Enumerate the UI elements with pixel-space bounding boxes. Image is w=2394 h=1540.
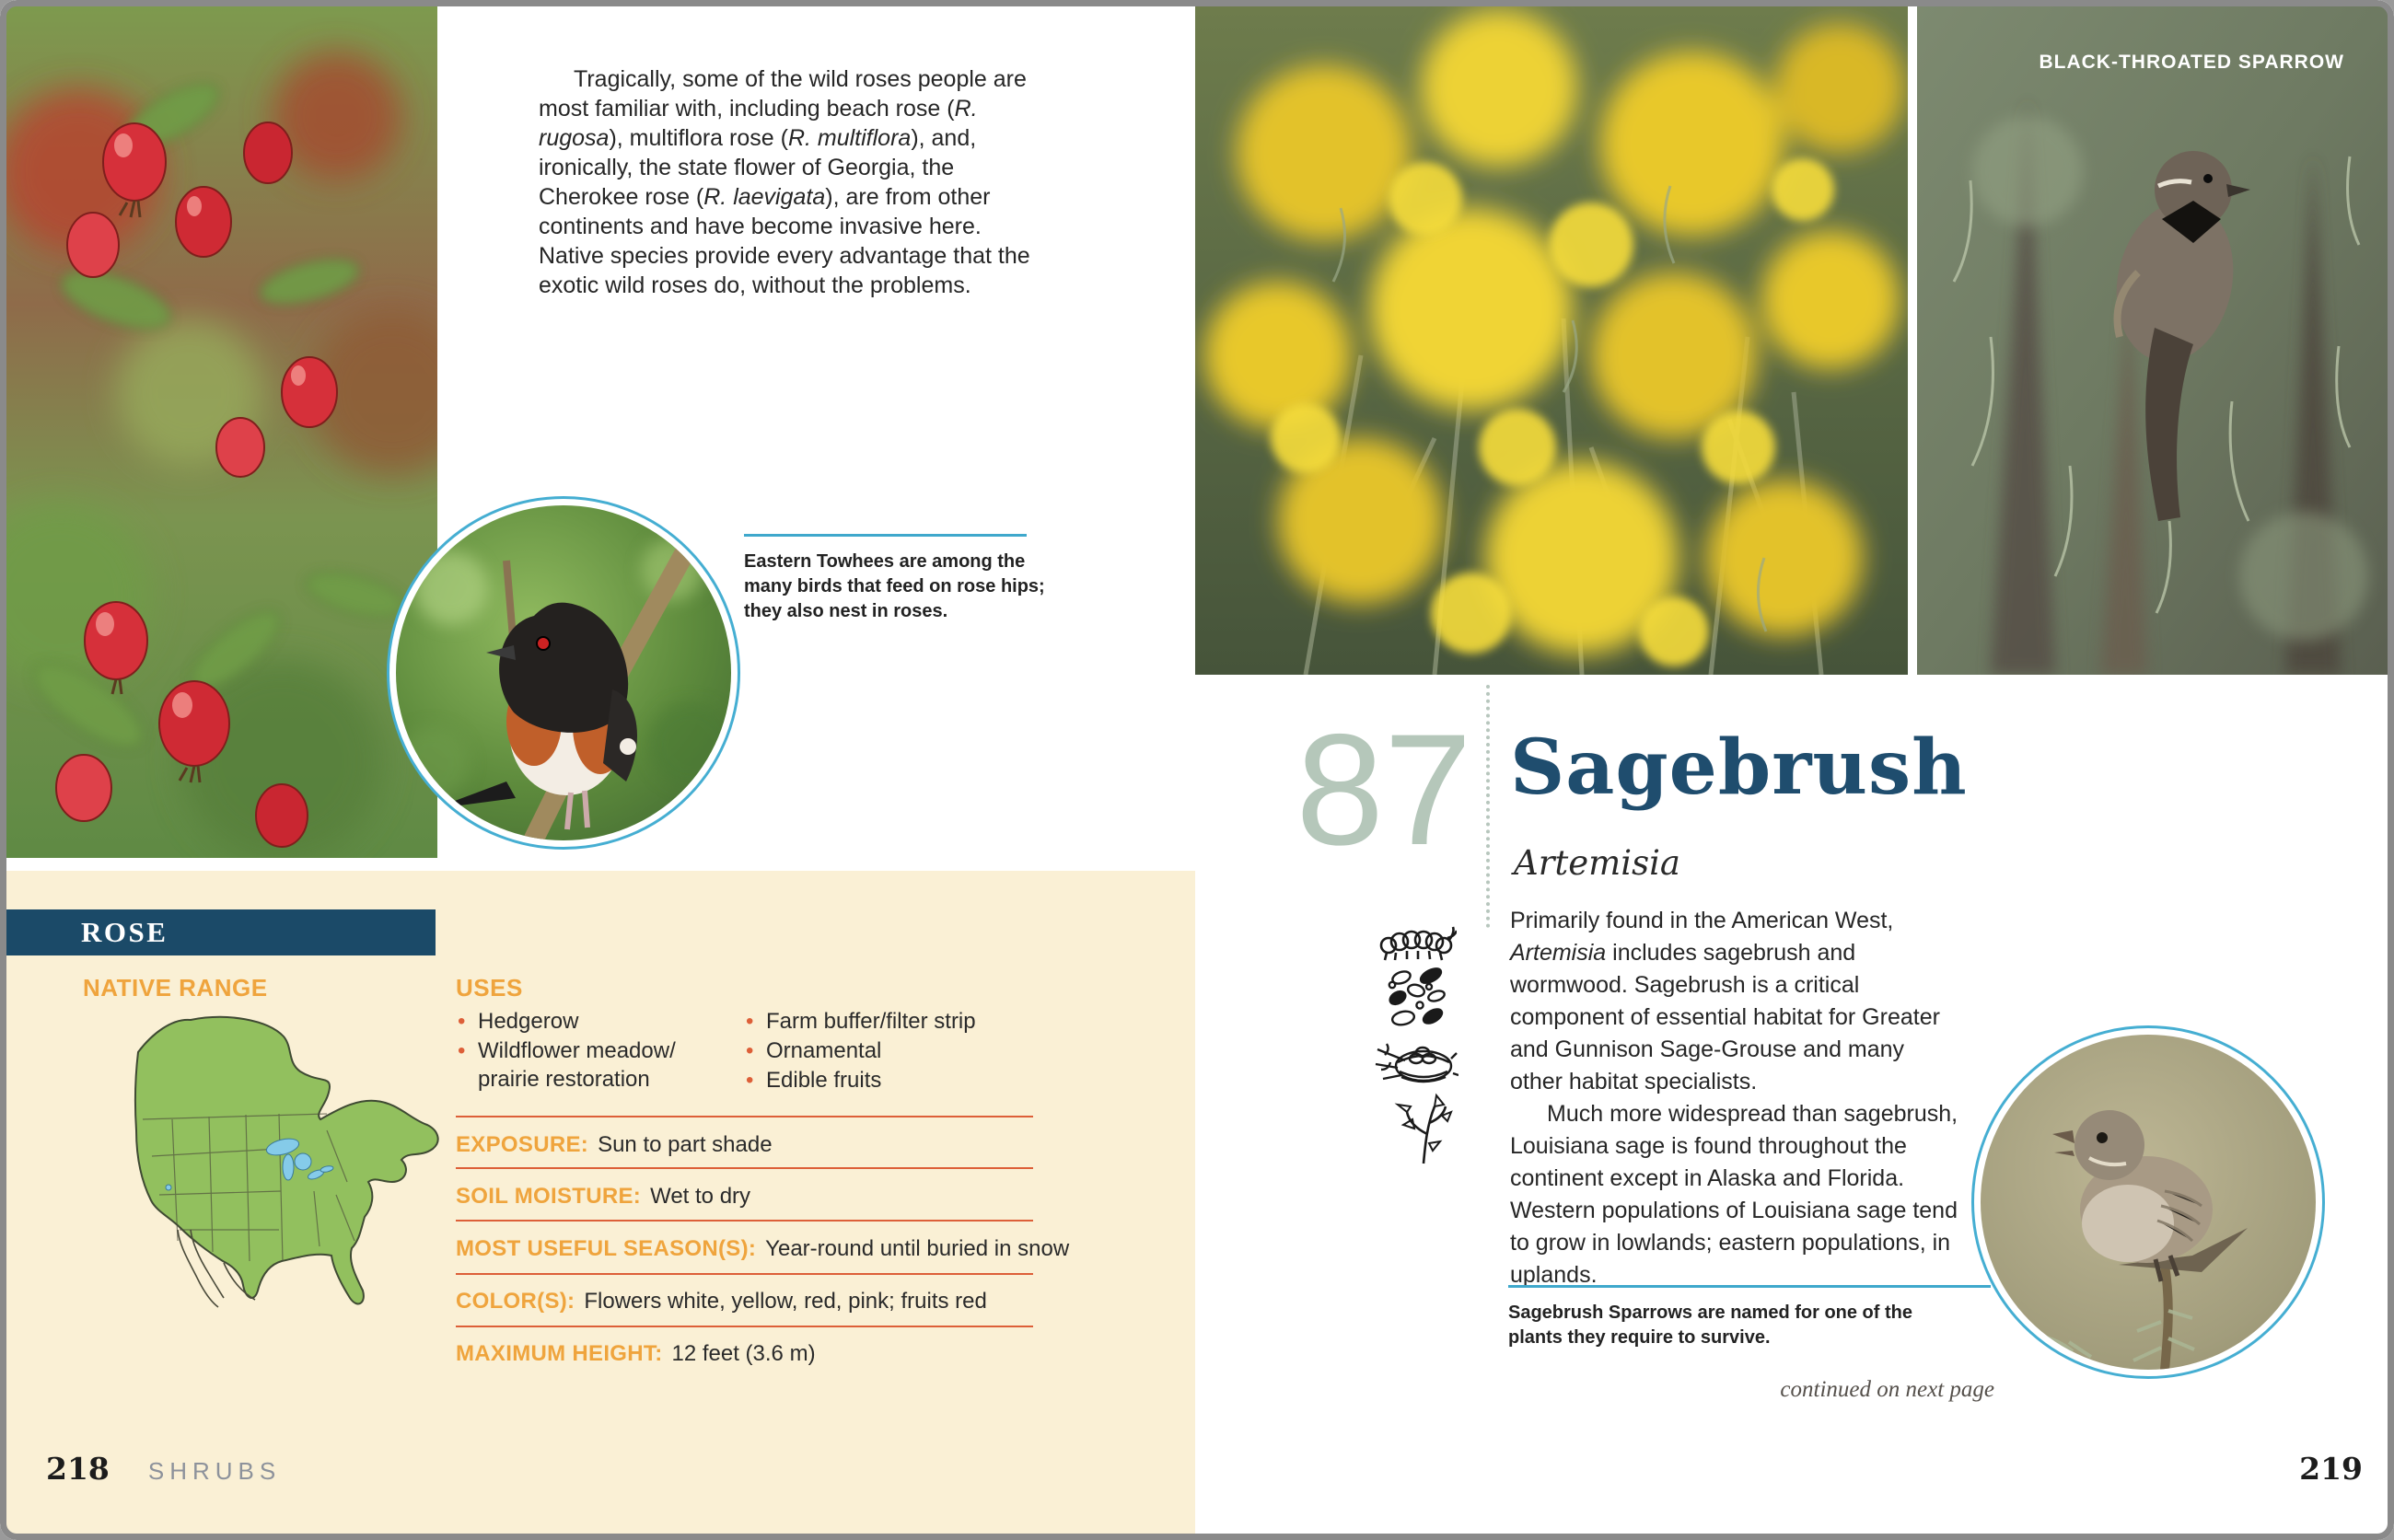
uses-column-2 bbox=[744, 1007, 1057, 1095]
fact-box-title: ROSE bbox=[81, 916, 169, 948]
uses-item: • Wildflower meadow/ prairie restoration bbox=[456, 1036, 741, 1094]
caterpillar-icon bbox=[1377, 916, 1457, 970]
body-paragraph-1: Primarily found in the American West, Artemisia includes sagebrush and wormwood. Sagebrush is a critical component of essential habitat for Greater and Gunnison Sage-Grouse and many other habitat specialists. bbox=[1510, 908, 1940, 1094]
spec-value: Wet to dry bbox=[650, 1184, 751, 1209]
uses-label: USES bbox=[456, 974, 523, 1002]
sparrow-caption-text: Sagebrush Sparrows are named for one of the plants they require to survive. bbox=[1508, 1303, 1912, 1348]
spec-label: MAXIMUM HEIGHT: bbox=[456, 1341, 663, 1366]
caption-rule bbox=[744, 534, 1027, 537]
branch-icon bbox=[1387, 1092, 1453, 1170]
right-page-number: 219 bbox=[2299, 1451, 2363, 1487]
intro-text: Tragically, some of the wild roses people are most familiar with, including beach rose (R. rugosa), multiflora rose (R. multiflora), and, ironically, the state flower of Georgia, the Cherokee rose (R. laevigata), are from other continents and have become invasive here. Native species provide every advantage that the exotic wild roses do, without the problems. bbox=[539, 66, 1030, 298]
continued-note: continued on next page bbox=[1780, 1377, 1994, 1402]
entry-species: Artemisia bbox=[1514, 843, 1680, 883]
spec-row-colors bbox=[456, 1289, 987, 1314]
spec-divider bbox=[456, 1167, 1033, 1169]
photo-label: BLACK-THROATED SPARROW bbox=[2039, 52, 2344, 73]
section-label: SHRUBS bbox=[147, 1457, 282, 1485]
sagebrush-photo bbox=[1195, 6, 1908, 675]
black-throated-sparrow-photo bbox=[1917, 6, 2388, 675]
body-paragraph-2: Much more widespread than sagebrush, Louisiana sage is found throughout the continent except in Alaska and Florida. Western populations of Louisiana sage tend to grow in lowlands; eastern populations, in uplands. bbox=[1510, 1101, 1958, 1288]
spec-value: Year-round until buried in snow bbox=[765, 1236, 1070, 1261]
native-range-map bbox=[51, 1011, 456, 1356]
entry-title: Sagebrush bbox=[1510, 724, 1968, 812]
spec-value: Flowers white, yellow, red, pink; fruits red bbox=[584, 1289, 987, 1314]
uses-item: • Hedgerow bbox=[456, 1007, 741, 1036]
spec-row-exposure bbox=[456, 1132, 773, 1158]
fact-box-header bbox=[6, 909, 436, 955]
sagebrush-sparrow-photo bbox=[1971, 1025, 2325, 1379]
caption-rule bbox=[1508, 1285, 1991, 1288]
spec-label: EXPOSURE: bbox=[456, 1132, 589, 1157]
sparrow-caption-block bbox=[1508, 1285, 1941, 1350]
intro-paragraph bbox=[539, 64, 1040, 300]
nest-icon bbox=[1374, 1033, 1458, 1096]
seeds-icon bbox=[1385, 967, 1453, 1034]
left-page-number: 218 bbox=[46, 1451, 110, 1487]
entry-number: 87 bbox=[1296, 701, 1472, 878]
eastern-towhee-photo bbox=[387, 496, 740, 850]
uses-column-1 bbox=[456, 1007, 741, 1094]
spec-label: COLOR(S): bbox=[456, 1289, 575, 1314]
spec-label: SOIL MOISTURE: bbox=[456, 1184, 642, 1209]
towhee-caption-text: Eastern Towhees are among the many birds that feed on rose hips; they also nest in roses. bbox=[744, 551, 1045, 621]
spec-row-season bbox=[456, 1236, 1069, 1262]
spec-row-soil-moisture bbox=[456, 1184, 750, 1210]
uses-item: • Farm buffer/filter strip bbox=[744, 1007, 1057, 1036]
uses-item: • Ornamental bbox=[744, 1036, 1057, 1065]
rose-hips-photo bbox=[6, 6, 437, 858]
native-range-label: NATIVE RANGE bbox=[83, 974, 268, 1002]
towhee-caption-block bbox=[744, 534, 1050, 624]
spec-divider bbox=[456, 1220, 1033, 1222]
spec-divider bbox=[456, 1116, 1033, 1117]
left-footer bbox=[46, 1451, 281, 1487]
spec-divider bbox=[456, 1273, 1033, 1275]
entry-number-divider bbox=[1486, 685, 1490, 928]
spec-value: 12 feet (3.6 m) bbox=[671, 1341, 816, 1366]
spec-label: MOST USEFUL SEASON(S): bbox=[456, 1236, 757, 1261]
spec-value: Sun to part shade bbox=[598, 1132, 773, 1157]
uses-item: • Edible fruits bbox=[744, 1066, 1057, 1094]
spec-divider bbox=[456, 1326, 1033, 1327]
spec-row-max-height bbox=[456, 1341, 816, 1367]
